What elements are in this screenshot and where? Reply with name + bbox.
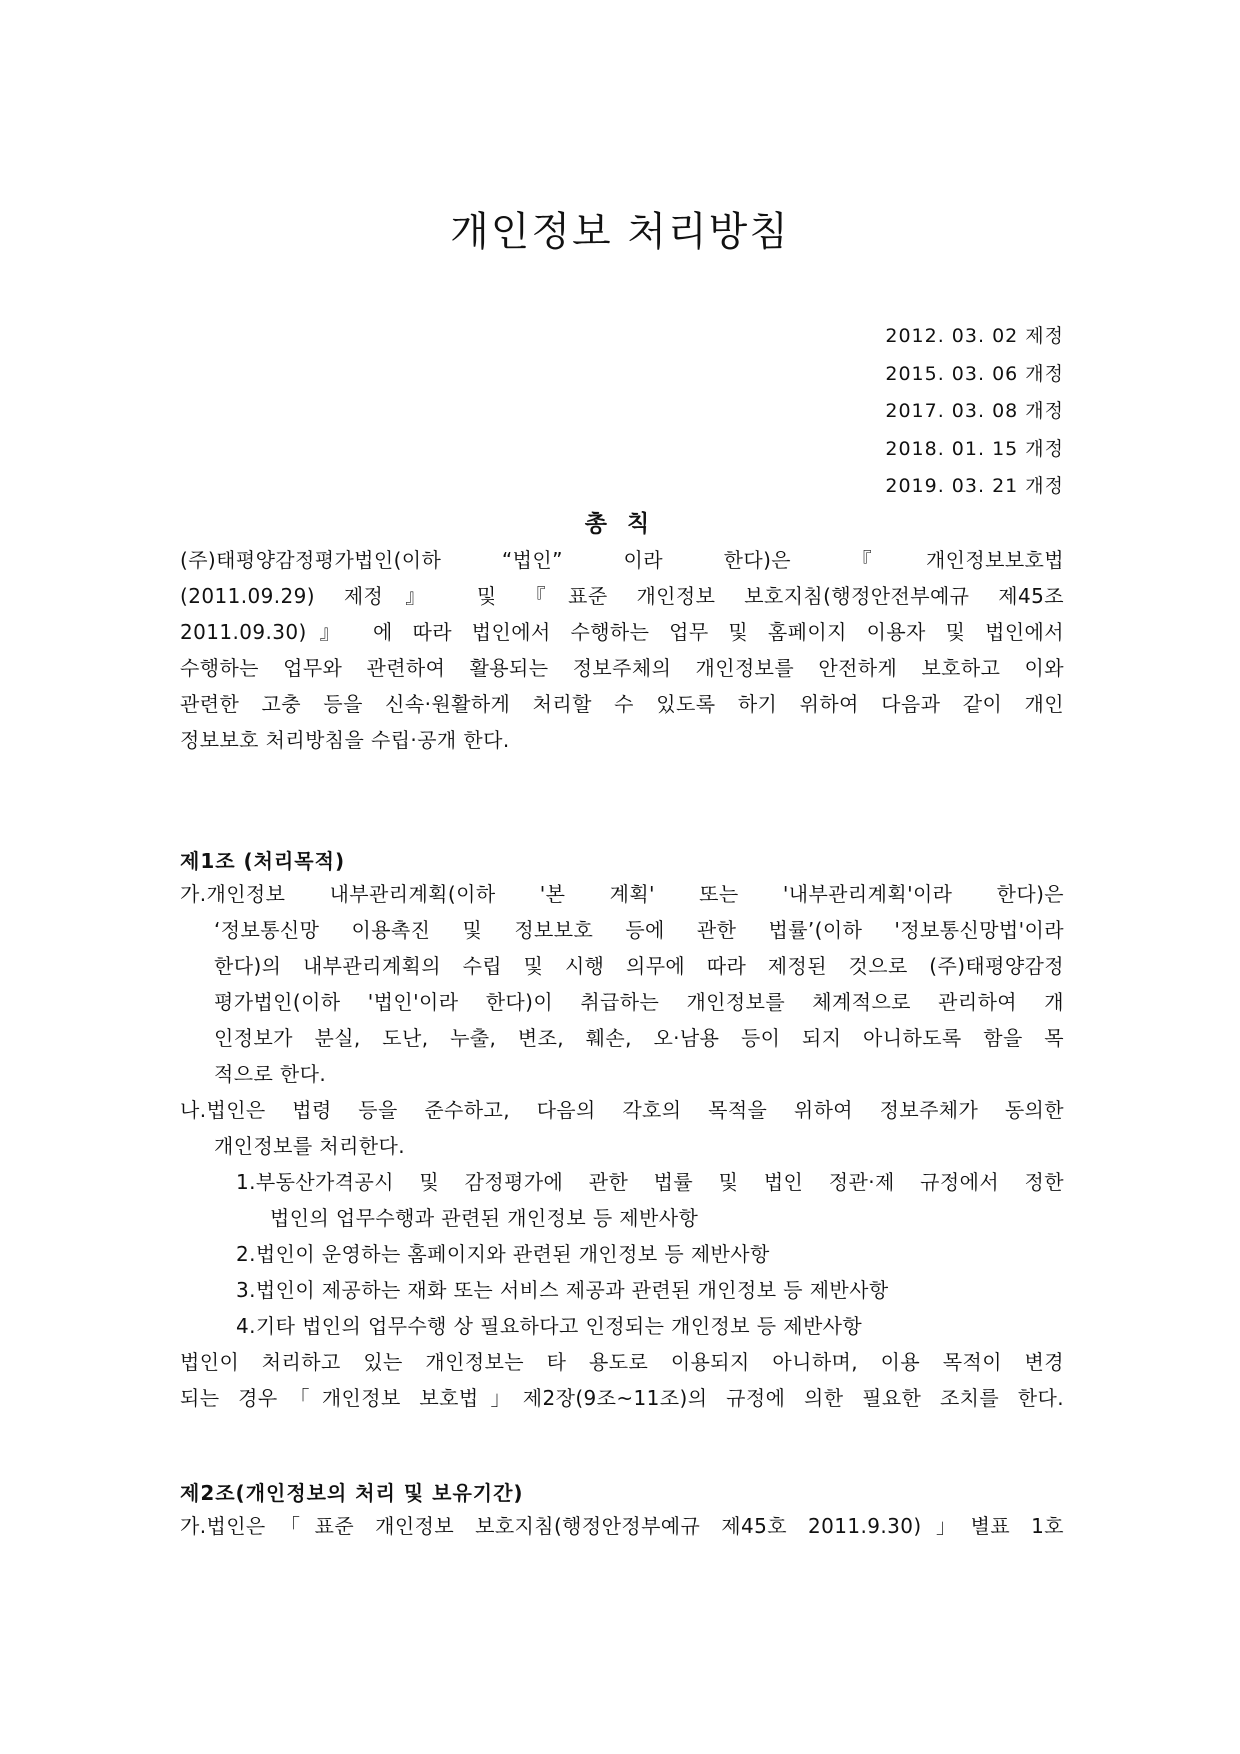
article-1-item-ga-line: 적으로 한다. <box>214 1062 327 1086</box>
revision-entry: 2017. 03. 08 개정 <box>885 400 1064 422</box>
intro-line: 수행하는 업무와 관련하여 활용되는 정보주체의 개인정보를 안전하게 보호하고 이와 <box>180 656 1064 680</box>
article-2-heading: 제2조(개인정보의 처리 및 보유기간) <box>180 1481 524 1505</box>
article-1-item-na-line: 개인정보를 처리한다. <box>214 1134 405 1158</box>
article-2-item-ga-line: 가.법인은「표준 개인정보 보호지침(행정안정부예규 제45호 2011.9.30)」별표 1호 <box>180 1514 1064 1538</box>
intro-line: (주)태평양감정평가법인(이하 “법인” 이라 한다)은 『개인정보보호법 <box>180 548 1064 572</box>
article-1-item-ga-line: 가.개인정보 내부관리계획(이하 '본 계획' 또는 '내부관리계획'이라 한다)은 <box>180 882 1064 906</box>
article-2-body <box>180 1508 1064 1544</box>
article-1-item-ga-line: 한다)의 내부관리계획의 수립 및 시행 의무에 따라 제정된 것으로 (주)태평양감정 <box>214 954 1064 978</box>
article-1-item-ga-line: 평가법인(이하 '법인'이라 한다)이 취급하는 개인정보를 체계적으로 관리하여 개 <box>214 990 1064 1014</box>
article-1-sub-item-1-line: 법인의 업무수행과 관련된 개인정보 등 제반사항 <box>270 1206 699 1230</box>
intro-line: 2011.09.30)』 에 따라 법인에서 수행하는 업무 및 홈페이지 이용자 및 법인에서 <box>180 620 1064 644</box>
section-title-general: 총 칙 <box>584 511 656 537</box>
article-1-item-ga-line: ‘정보통신망 이용촉진 및 정보보호 등에 관한 법률’(이하 '정보통신망법'이라 <box>214 918 1064 942</box>
article-1-heading: 제1조 (처리목적) <box>180 849 346 873</box>
intro-line: (2011.09.29) 제정』 및 『표준 개인정보 보호지침(행정안전부예규 제45조 <box>180 584 1064 608</box>
article-1-item-na-line: 나.법인은 법령 등을 준수하고, 다음의 각호의 목적을 위하여 정보주체가 동의한 <box>180 1098 1064 1122</box>
revision-entry: 2018. 01. 15 개정 <box>885 437 1064 460</box>
revision-history <box>885 318 1064 506</box>
article-1-closing-line: 법인이 처리하고 있는 개인정보는 타 용도로 이용되지 아니하며, 이용 목적이 변경 <box>180 1350 1064 1374</box>
intro-line: 관련한 고충 등을 신속·원활하게 처리할 수 있도록 하기 위하여 다음과 같이 개인 <box>180 692 1064 716</box>
revision-entry: 2019. 03. 21 개정 <box>885 475 1064 497</box>
revision-entry: 2015. 03. 06 개정 <box>885 362 1064 385</box>
intro-line: 정보보호 처리방침을 수립·공개 한다. <box>180 728 510 752</box>
intro-paragraph <box>180 542 1064 758</box>
article-1-item-ga-line: 인정보가 분실, 도난, 누출, 변조, 훼손, 오·남용 등이 되지 아니하도록 함을 목 <box>214 1026 1064 1050</box>
article-1-sub-item-2: 2.법인이 운영하는 홈페이지와 관련된 개인정보 등 제반사항 <box>236 1242 770 1266</box>
article-1-sub-item-4: 4.기타 법인의 업무수행 상 필요하다고 인정되는 개인정보 등 제반사항 <box>236 1314 863 1338</box>
article-1-sub-item-1-line: 1.부동산가격공시 및 감정평가에 관한 법률 및 법인 정관·제 규정에서 정한 <box>236 1170 1064 1194</box>
article-1-sub-item-3: 3.법인이 제공하는 재화 또는 서비스 제공과 관련된 개인정보 등 제반사항 <box>236 1278 889 1302</box>
document-title: 개인정보 처리방침 <box>450 209 790 255</box>
article-1-body <box>180 876 1064 1416</box>
revision-entry: 2012. 03. 02 제정 <box>885 325 1064 347</box>
article-1-closing-line: 되는 경우「개인정보 보호법」제2장(9조~11조)의 규정에 의한 필요한 조치를 한다. <box>180 1386 1064 1410</box>
